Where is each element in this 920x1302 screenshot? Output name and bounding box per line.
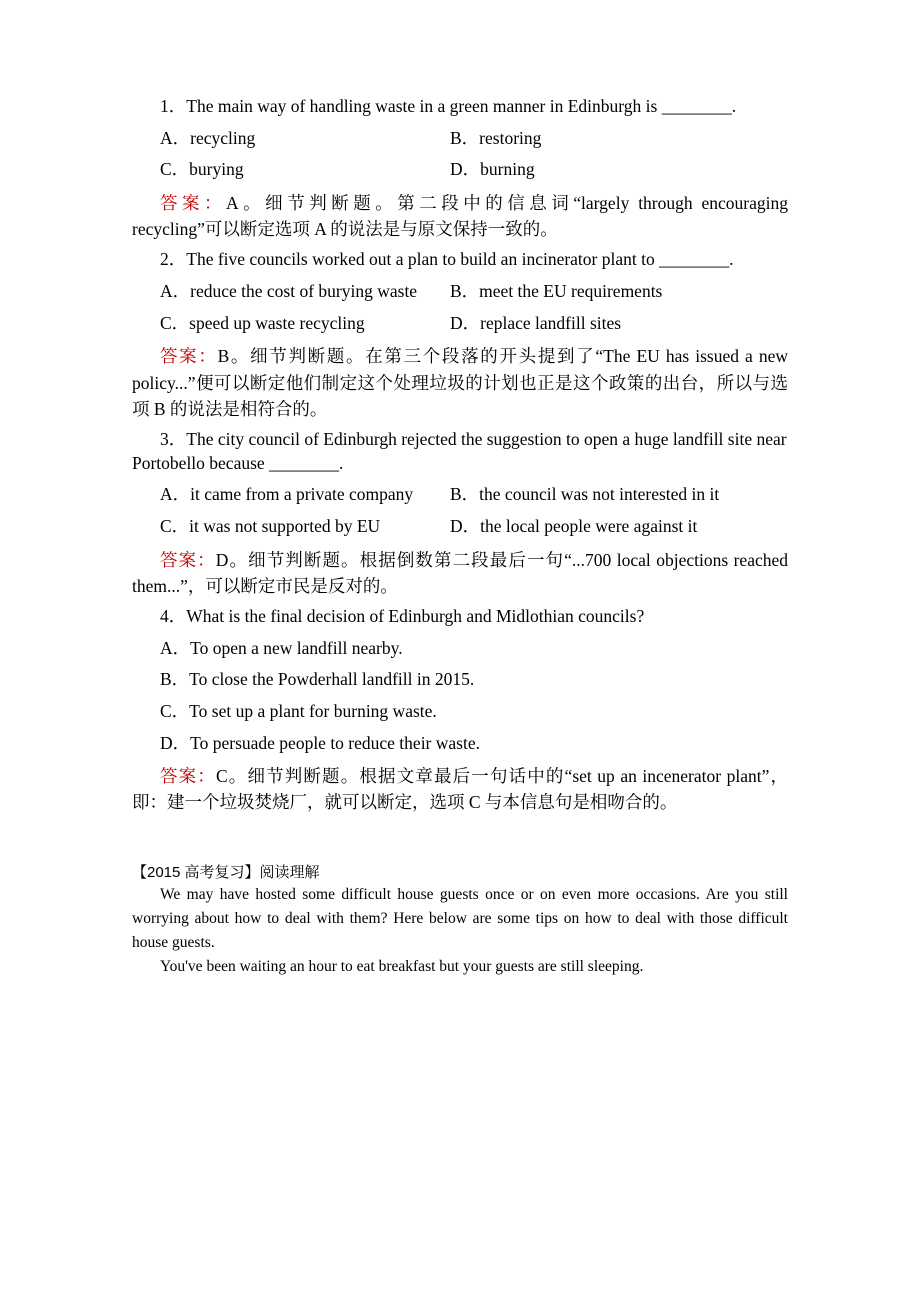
answer-label-1: 答案：	[160, 192, 227, 213]
section-paragraph-2: You've been waiting an hour to eat breakfast but your guests are still sleeping.	[160, 957, 644, 975]
question-stem-2: 2．The five councils worked out a plan to build an incinerator plant to ________.	[160, 249, 734, 270]
option-3-c[interactable]: C．it was not supported by EU	[160, 515, 381, 536]
option-4-a[interactable]: A．To open a new landfill nearby.	[160, 637, 403, 658]
option-3-a[interactable]: A．it came from a private company	[160, 484, 414, 505]
section-spacer	[132, 816, 788, 862]
option-3-d[interactable]: D．the local people were against it	[450, 515, 698, 536]
option-2-a[interactable]: A．reduce the cost of burying waste	[160, 281, 418, 301]
option-1-d[interactable]: D．burning	[450, 159, 535, 180]
option-1-c[interactable]: C．burying	[160, 159, 244, 180]
section-heading: 【2015 高考复习】阅读理解	[132, 863, 320, 881]
option-row-1b	[132, 158, 788, 182]
option-3-b[interactable]: B．the council was not interested in it	[450, 484, 720, 505]
question-block-3	[132, 428, 788, 599]
option-row-3b	[132, 515, 788, 539]
answer-label-3: 答案：	[160, 549, 216, 570]
question-stem-1: 1．The main way of handling waste in a green manner in Edinburgh is ________.	[160, 96, 737, 116]
option-row-2b	[132, 312, 788, 336]
answer-text-1: A。细节判断题。第二段中的信息词“largely through encouraging recycling”可以断定选项 A 的说法是与原文保持一致的。	[132, 192, 789, 240]
option-2-d[interactable]: D．replace landfill sites	[450, 312, 622, 333]
answer-label-2: 答案：	[160, 346, 218, 367]
answer-text-2: B。细节判断题。在第三个段落的开头提到了“The EU has issued a new policy...”便可以断定他们制定这个处理垃圾的计划也正是这个政策的出台，所以与选项 B 的说法是相符合的。	[132, 346, 789, 419]
question-block-4	[132, 605, 788, 816]
answer-label-4: 答案：	[160, 766, 216, 787]
option-4-c[interactable]: C．To set up a plant for burning waste.	[160, 700, 437, 721]
option-2-c[interactable]: C．speed up waste recycling	[160, 312, 365, 333]
question-stem-3: 3．The city council of Edinburgh rejected the suggestion to open a huge landfill site near Portobello because ________.	[132, 429, 787, 473]
question-block-2	[132, 248, 788, 422]
option-row-3a	[132, 483, 788, 507]
answer-text-3: D。细节判断题。根据倒数第二段最后一句“...700 local objections reached them...”，可以断定市民是反对的。	[132, 549, 789, 596]
option-row-1a	[132, 127, 788, 151]
option-4-d[interactable]: D．To persuade people to reduce their waste.	[160, 732, 480, 753]
option-row-2a	[132, 280, 788, 304]
answer-text-4: C。细节判断题。根据文章最后一句话中的“set up an incenerator plant”，即：建一个垃圾焚烧厂，就可以断定，选项 C 与本信息句是相吻合的。	[132, 766, 789, 813]
option-1-a[interactable]: A．recycling	[160, 127, 256, 148]
answer-4	[132, 763, 788, 816]
option-4-b[interactable]: B．To close the Powderhall landfill in 2015.	[160, 669, 475, 690]
answer-2	[132, 343, 788, 422]
section-paragraph-1: We may have hosted some difficult house guests once or on even more occasions. Are you still worrying about how to deal with them? Here below are some tips on how to deal with those difficult house guests.	[132, 885, 788, 951]
option-2-b[interactable]: B．meet the EU requirements	[450, 281, 663, 301]
answer-3	[132, 547, 788, 600]
question-stem-4: 4．What is the final decision of Edinburgh and Midlothian councils?	[160, 606, 645, 626]
question-block-1	[132, 95, 788, 242]
answer-1	[132, 190, 788, 243]
option-1-b[interactable]: B．restoring	[450, 127, 542, 148]
